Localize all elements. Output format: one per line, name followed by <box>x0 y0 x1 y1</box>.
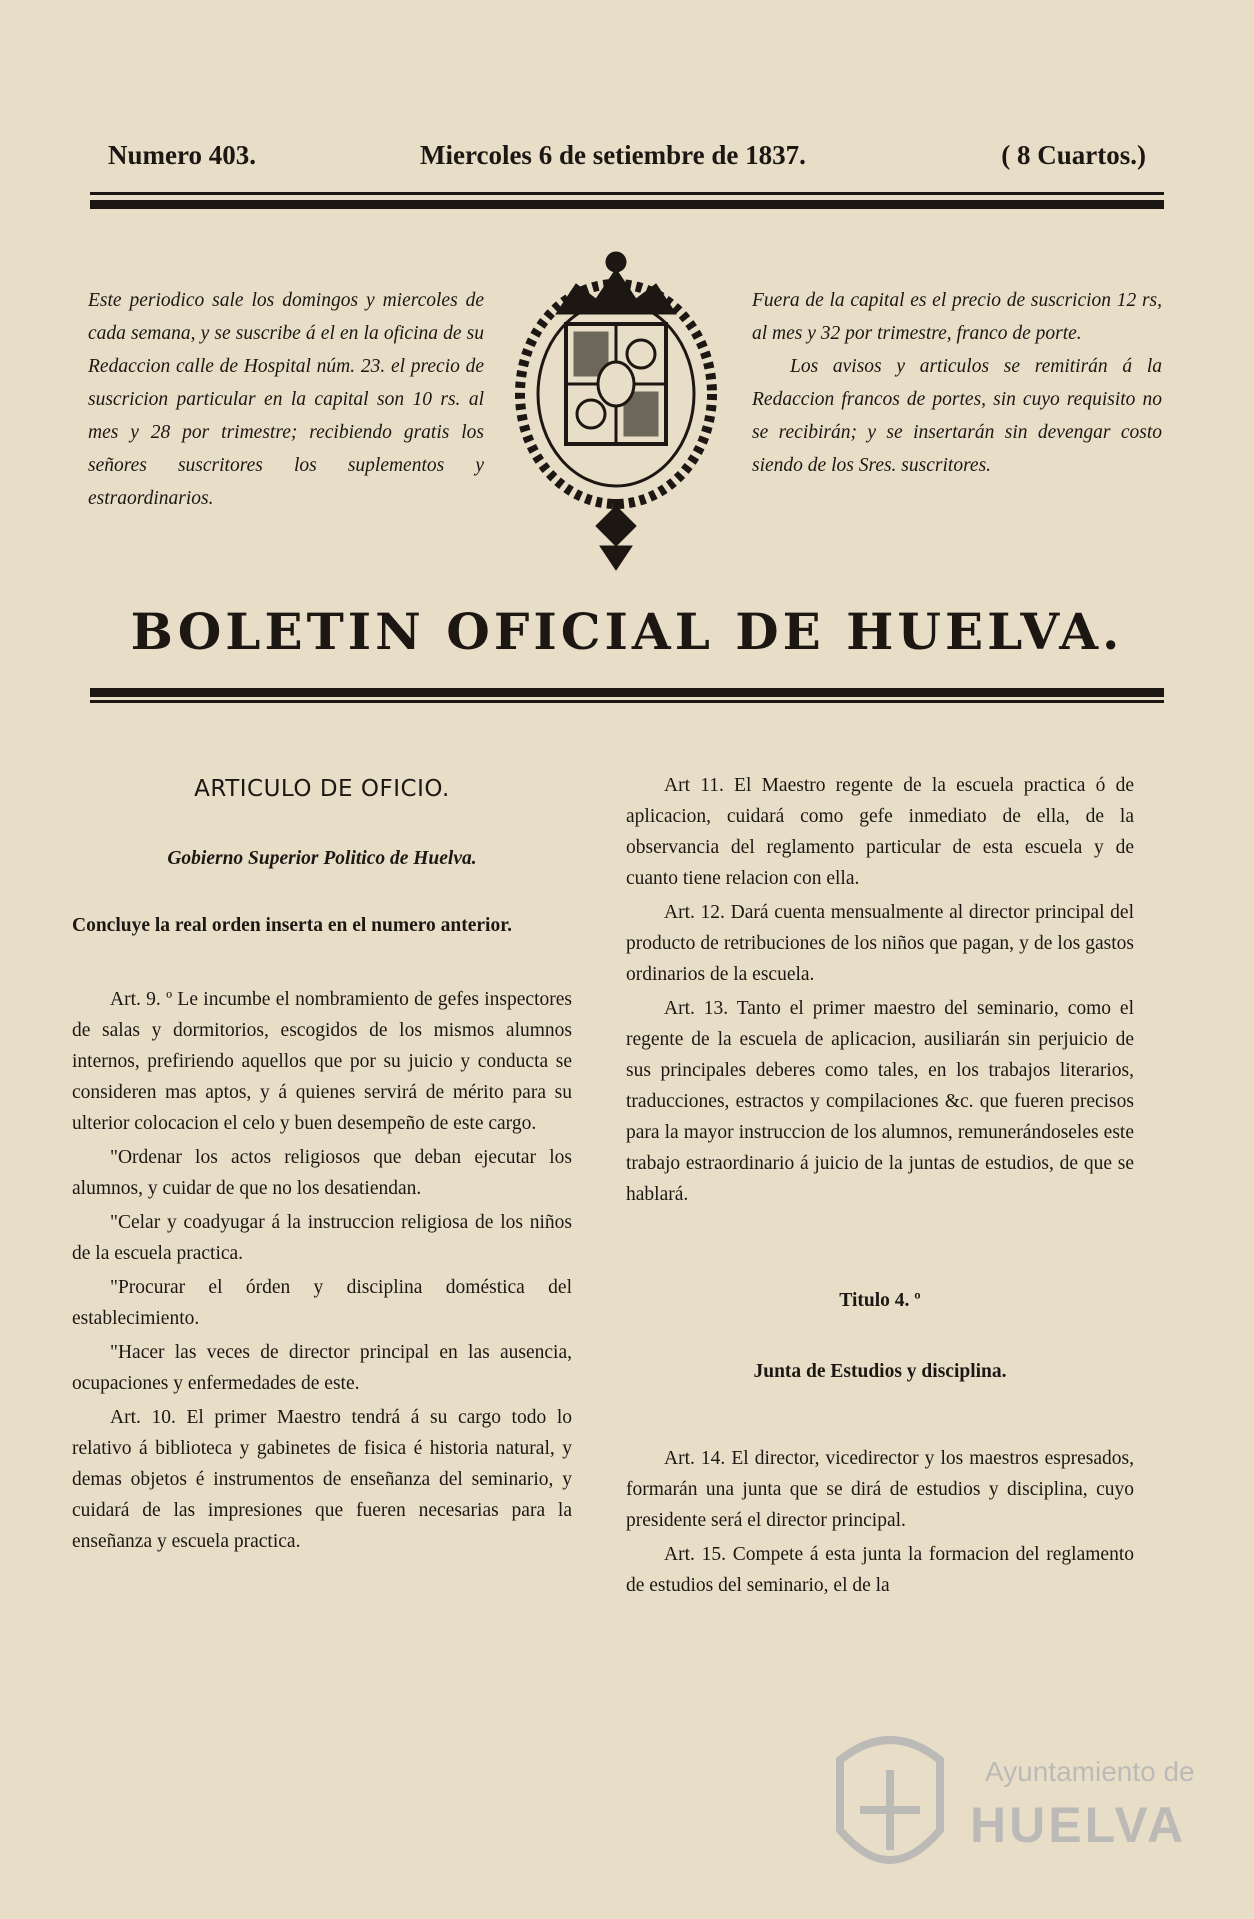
article-paragraph: Art. 13. Tanto el primer maestro del seminario, como el regente de la escuela de aplicacion, ausiliarán sin perjuicio de sus principales deberes como tales, en los trabajos literarios, traducciones, estractos y compilaciones &c. que fueren precisos para la mayor instruccion de los alumnos, remunerándoseles este trabajo estraordinario á juicio de la juntas de estudios, de que se hablará. <box>626 998 1134 1205</box>
article-paragraph: "Hacer las veces de director principal en las ausencia, ocupaciones y enfermedades de este. <box>72 1342 572 1394</box>
junta-heading: Junta de Estudios y disciplina. <box>753 1361 1007 1382</box>
masthead <box>108 140 1146 180</box>
watermark-line1: Ayuntamiento de <box>985 1756 1195 1787</box>
article-paragraph: Art 11. El Maestro regente de la escuela practica ó de aplicacion, cuidará como gefe inmediato de ella, de la observancia del reglamento particular de esta escuela y de cuanto tiene relacion con ella. <box>626 775 1134 889</box>
pricing-text: Fuera de la capital es el precio de suscricion 12 rs, al mes y 32 por trimestre, franco de porte. <box>752 290 1162 344</box>
right-column <box>626 770 1134 1604</box>
article-paragraph: Art. 14. El director, vicedirector y los maestros espresados, formarán una junta que se dirá de estudios y disciplina, cuyo presidente será el director principal. <box>626 1448 1134 1531</box>
articles-text: Los avisos y articulos se remitirán á la Redaccion francos de portes, sin cuyo requisito no se recibirán; y se insertarán sin devengar costo siendo de los Sres. suscritores. <box>752 356 1162 476</box>
issue-number: Numero 403. <box>108 140 256 170</box>
watermark <box>820 1720 1220 1890</box>
subscription-notice <box>88 284 484 515</box>
article-paragraph: "Procurar el órden y disciplina doméstica del establecimiento. <box>72 1277 572 1329</box>
pricing-notice <box>752 284 1162 482</box>
article-paragraph: Art. 9. º Le incumbe el nombramiento de gefes inspectores de salas y dormitorios, escogidos de los mismos alumnos internos, prefiriendo aquellos que por su juicio y conducta se consideren mas aptos, y á quienes servirá de mérito para su ulterior colocacion el celo y buen desempeño de este cargo. <box>72 989 572 1134</box>
coat-of-arms-icon <box>496 244 736 574</box>
issue-price: ( 8 Cuartos.) <box>1001 140 1146 170</box>
title-heading: Titulo 4. º <box>839 1290 921 1311</box>
article-paragraph: Art. 12. Dará cuenta mensualmente al director principal del producto de retribuciones de los niños que pagan, y de los gastos ordinarios de la escuela. <box>626 902 1134 985</box>
section-heading: ARTICULO DE OFICIO. <box>194 776 450 802</box>
subscription-text: Este periodico sale los domingos y miercoles de cada semana, y se suscribe á el en la oficina de su Redaccion calle de Hospital núm. 23. el precio de suscricion particular en la capital son 10 rs. al mes y 28 por trimestre; recibiendo gratis los señores suscritores los suplementos y estraordinarios. <box>88 290 484 509</box>
top-rule-thick <box>90 200 1164 209</box>
newspaper-title: BOLETIN OFICIAL DE HUELVA. <box>130 602 1124 661</box>
city-shield-icon <box>820 1720 960 1890</box>
article-paragraph: "Celar y coadyugar á la instruccion religiosa de los niños de la escuela practica. <box>72 1212 572 1264</box>
article-paragraph: Art. 15. Compete á esta junta la formacion del reglamento de estudios del seminario, el de la <box>626 1544 1134 1596</box>
left-column <box>72 760 572 1560</box>
article-paragraph: "Ordenar los actos religiosos que deban ejecutar los alumnos, y cuidar de que no los desatiendan. <box>72 1147 572 1199</box>
title-rule-thin <box>90 700 1164 703</box>
article-paragraph: Art. 10. El primer Maestro tendrá á su cargo todo lo relativo á biblioteca y gabinetes de fisica é historia natural, y demas objetos é instrumentos de enseñanza del seminario, y cuidará de las impresiones que fueren necesarias para la enseñanza y escuela practica. <box>72 1407 572 1552</box>
title-rule-thick <box>90 688 1164 697</box>
issue-date: Miercoles 6 de setiembre de 1837. <box>420 140 806 170</box>
subsection-heading: Gobierno Superior Politico de Huelva. <box>167 848 477 869</box>
top-rule-thin <box>90 192 1164 195</box>
intro-line: Concluye la real orden inserta en el numero anterior. <box>72 915 512 936</box>
watermark-line2: HUELVA <box>970 1797 1187 1853</box>
